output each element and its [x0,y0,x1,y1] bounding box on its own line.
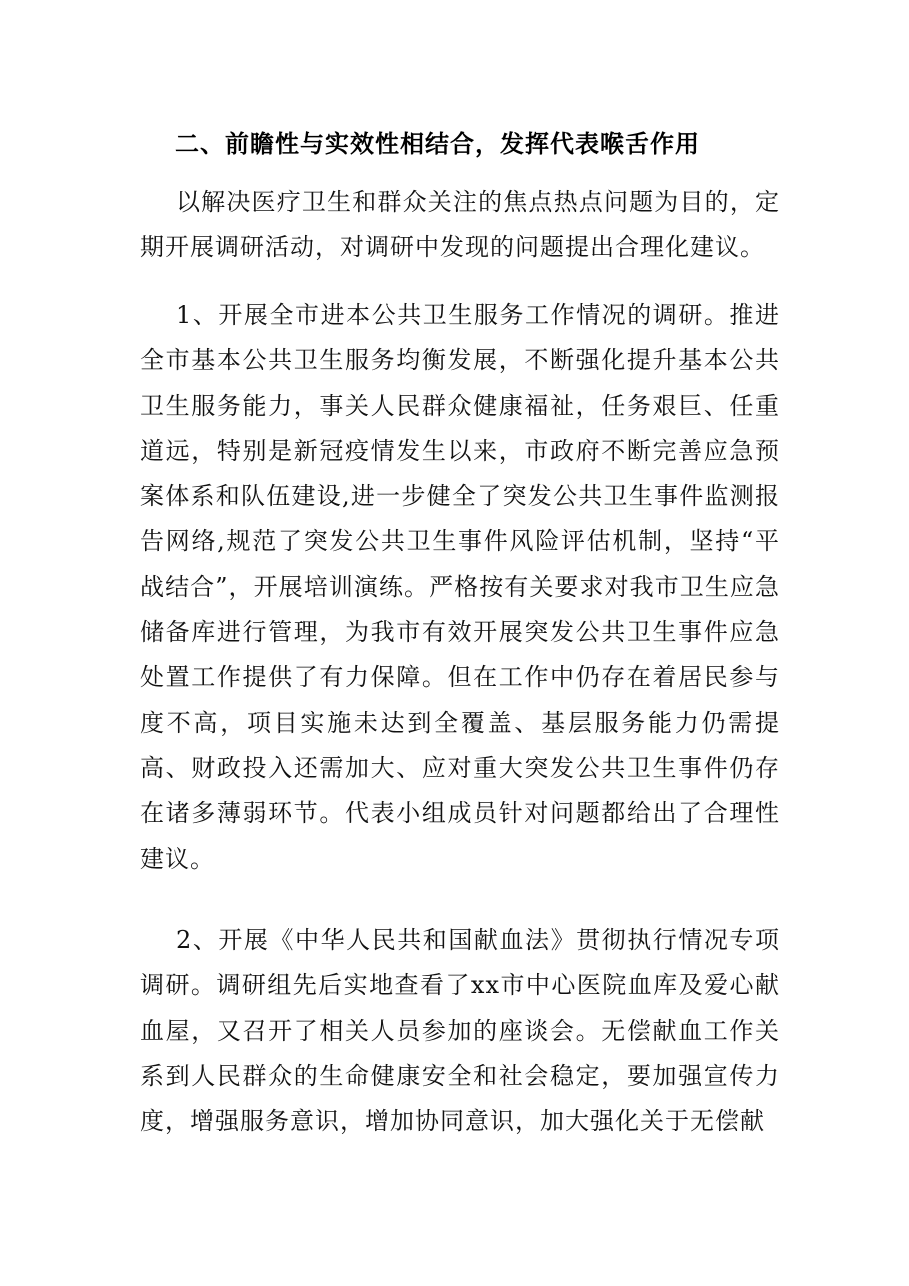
paragraph-item-2-text: 2、开展《中华人民共和国献血法》贯彻执行情况专项调研。调研组先后实地查看了xx市中心医院血库及爱心献血屋，又召开了相关人员参加的座谈会。无偿献血工作关系到人民群众的生命健康安全和社会稳定，要加强宣传力度，增强服务意识，增加协同意识，加大强化关于无偿献 [140,926,780,1136]
paragraph-intro-text: 以解决医疗卫生和群众关注的焦点热点问题为目的，定期开展调研活动，对调研中发现的问题提出合理化建议。 [140,188,780,262]
paragraph-intro [140,180,780,271]
section-heading: 二、前瞻性与实效性相结合，发挥代表喉舌作用 [175,130,700,158]
paragraph-item-2 [140,918,780,1144]
paragraph-item-1 [140,293,780,882]
paragraph-item-1-text: 1、开展全市进本公共卫生服务工作情况的调研。推进全市基本公共卫生服务均衡发展，不断强化提升基本公共卫生服务能力，事关人民群众健康福祉，任务艰巨、任重道远，特别是新冠疫情发生以来，市政府不断完善应急预案体系和队伍建设,进一步健全了突发公共卫生事件监测报告网络,规范了突发公共卫生事件风险评估机制，坚持“平战结合”，开展培训演练。严格按有关要求对我市卫生应急储备库进行管理，为我市有效开展突发公共卫生事件应急处置工作提供了有力保障。但在工作中仍存在着居民参与度不高，项目实施未达到全覆盖、基层服务能力仍需提高、财政投入还需加大、应对重大突发公共卫生事件仍存在诸多薄弱环节。代表小组成员针对问题都给出了合理性建议。 [140,301,780,873]
